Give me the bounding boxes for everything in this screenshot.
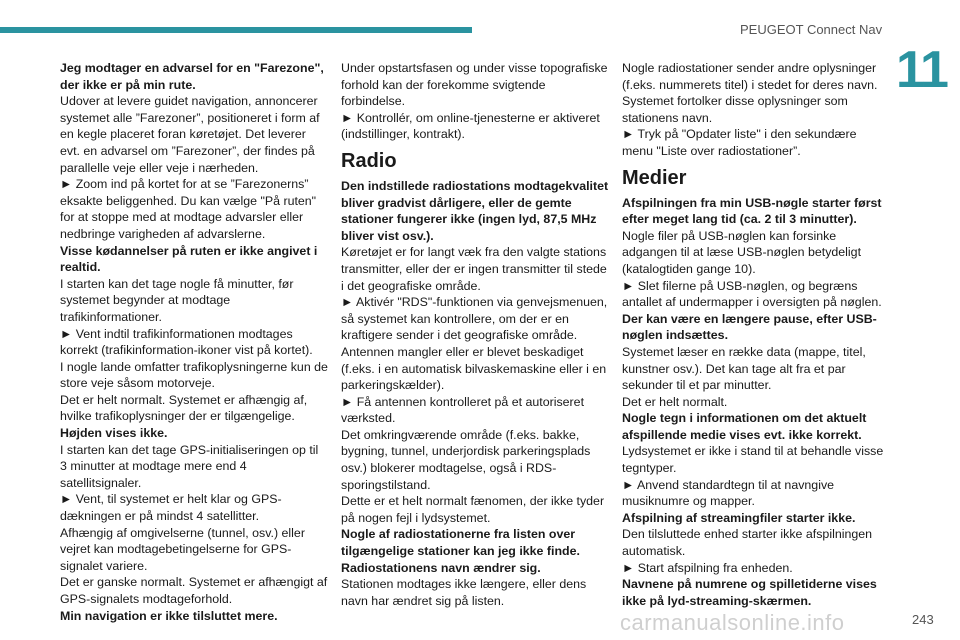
column-3 — [622, 60, 884, 609]
watermark: carmanualsonline.info — [620, 610, 845, 635]
paragraph: Det er helt normalt. — [622, 394, 728, 409]
paragraph: Køretøjet er for langt væk fra den valgte stations transmitter, eller der er ingen transmitter til stede i det geografiske område. — [341, 245, 607, 293]
paragraph: Stationen modtages ikke længere, eller dens navn har ændret sig på listen. — [341, 577, 587, 608]
paragraph: ► Vent indtil trafikinformationen modtages korrekt (trafikinformation-ikoner vist på kortet). — [60, 326, 313, 358]
section-heading: Radio — [341, 149, 397, 172]
header-accent-bar — [0, 27, 472, 33]
question-heading: Nogle tegn i informationen om det aktuelt afspillende medie vises evt. ikke korrekt. — [622, 411, 867, 442]
chapter-number: 11 — [896, 41, 947, 99]
paragraph: I nogle lande omfatter trafikoplysningerne kun de store veje såsom motorveje. — [60, 359, 328, 391]
question-heading: Navnene på numrene og spilletiderne vises ikke på lyd-streaming-skærmen. — [622, 577, 877, 608]
page-number: 243 — [912, 612, 934, 627]
paragraph: ► Aktivér "RDS"-funktionen via genvejsmenuen, så systemet kan kontrollere, om der er en kraftigere sender i det geografiske område. — [341, 295, 608, 343]
paragraph: Lydsystemet er ikke i stand til at behandle visse tegntyper. — [622, 444, 884, 476]
paragraph: I starten kan det tage GPS-initialiseringen op til 3 minutter at modtage mere end 4 satellitsignaler. — [60, 442, 319, 490]
question-heading: Afspilningen fra min USB-nøgle starter først efter meget lang tid (ca. 2 til 3 minutter). — [622, 195, 882, 227]
paragraph: Systemet fortolker disse oplysninger som stationens navn. — [622, 94, 848, 125]
question-heading: Højden vises ikke. — [60, 426, 168, 441]
paragraph: ► Start afspilning fra enheden. — [622, 560, 793, 575]
paragraph: I starten kan det tage nogle få minutter, før systemet begynder at modtage trafikinformationer. — [60, 276, 294, 324]
header-title: PEUGEOT Connect Nav — [740, 22, 883, 37]
column-2 — [341, 60, 611, 609]
paragraph: ► Slet filerne på USB-nøglen, og begræns antallet af undermapper i oversigten på nøglen. — [622, 278, 882, 310]
paragraph: ► Tryk på "Opdater liste" i den sekundære menu "Liste over radiostationer”. — [622, 127, 857, 158]
paragraph: Afhængig af omgivelserne (tunnel, osv.) eller vejret kan modtagebetingelserne for GPS-signalet variere. — [60, 525, 305, 573]
paragraph: Dette er et helt normalt fænomen, der ikke tyder på nogen fejl i lydsystemet. — [341, 494, 605, 525]
paragraph: Antennen mangler eller er blevet beskadiget (f.eks. i en automatisk bilvaskemaskine eller i en parkeringskælder). — [341, 344, 607, 393]
paragraph: Nogle radiostationer sender andre oplysninger (f.eks. nummerets titel) i stedet for deres navn. — [622, 61, 878, 92]
paragraph: Det omkringværende område (f.eks. bakke, bygning, tunnel, underjordisk parkeringsplads osv.) blokerer modtagelse, også i RDS-sporingstilstand. — [341, 427, 591, 492]
question-heading: Den indstillede radiostations modtagekvalitet bliver gradvist dårligere, eller de gemte stationer fungerer ikke (ingen lyd, 87,5 MHz bliver vist osv.). — [341, 178, 609, 243]
question-heading: Min navigation er ikke tilsluttet mere. — [60, 608, 278, 623]
question-heading: Radiostationens navn ændrer sig. — [341, 560, 541, 575]
paragraph: Udover at levere guidet navigation, annoncerer systemet alle ”Farezoner”, positioneret i form af en kegle placeret foran køretøjet. Det leverer evt. en advarsel om ”Farezoner”, der findes på parallelle veje eller veje i nærheden. — [60, 94, 320, 175]
paragraph: ► Vent, til systemet er helt klar og GPS-dækningen er på mindst 4 satellitter. — [60, 492, 282, 524]
question-heading: Nogle af radiostationerne fra listen over tilgængelige stationer kan jeg ikke finde. — [341, 527, 580, 559]
question-heading: Jeg modtager en advarsel for en "Farezone", der ikke er på min rute. — [60, 61, 324, 92]
paragraph: ► Anvend standardtegn til at navngive musiknumre og mapper. — [622, 477, 835, 509]
paragraph: Under opstartsfasen og under visse topografiske forhold kan der forekomme svigtende forbindelse. — [341, 61, 608, 109]
paragraph: ► Få antennen kontrolleret på et autoriseret værksted. — [341, 394, 585, 426]
paragraph: Nogle filer på USB-nøglen kan forsinke adgangen til at læse USB-nøglen betydeligt (katalogtiden gange 10). — [622, 228, 862, 276]
paragraph: Det er ganske normalt. Systemet er afhængigt af GPS-signalets modtageforhold. — [60, 575, 328, 606]
column-1 — [60, 60, 328, 624]
paragraph: ► Zoom ind på kortet for at se ”Farezonerns” eksakte beliggenhed. Du kan vælge "På ruten" for at stoppe med at modtage advarsler eller nedbringe varigheden af advarslerne. — [60, 177, 317, 241]
section-heading: Medier — [622, 166, 687, 189]
question-heading: Visse kødannelser på ruten er ikke angivet i realtid. — [60, 243, 318, 275]
question-heading: Der kan være en længere pause, efter USB-nøglen indsættes. — [622, 311, 877, 343]
paragraph: Det er helt normalt. Systemet er afhængig af, hvilke trafikoplysninger der er tilgængelige. — [60, 392, 308, 424]
question-heading: Afspilning af streamingfiler starter ikke. — [622, 510, 856, 525]
paragraph: Den tilsluttede enhed starter ikke afspilningen automatisk. — [622, 527, 873, 559]
paragraph: Systemet læser en række data (mappe, titel, kunstner osv.). Det kan tage alt fra et par sekunder til et par minutter. — [622, 344, 866, 393]
paragraph: ► Kontrollér, om online-tjenesterne er aktiveret (indstillinger, kontrakt). — [341, 110, 600, 142]
